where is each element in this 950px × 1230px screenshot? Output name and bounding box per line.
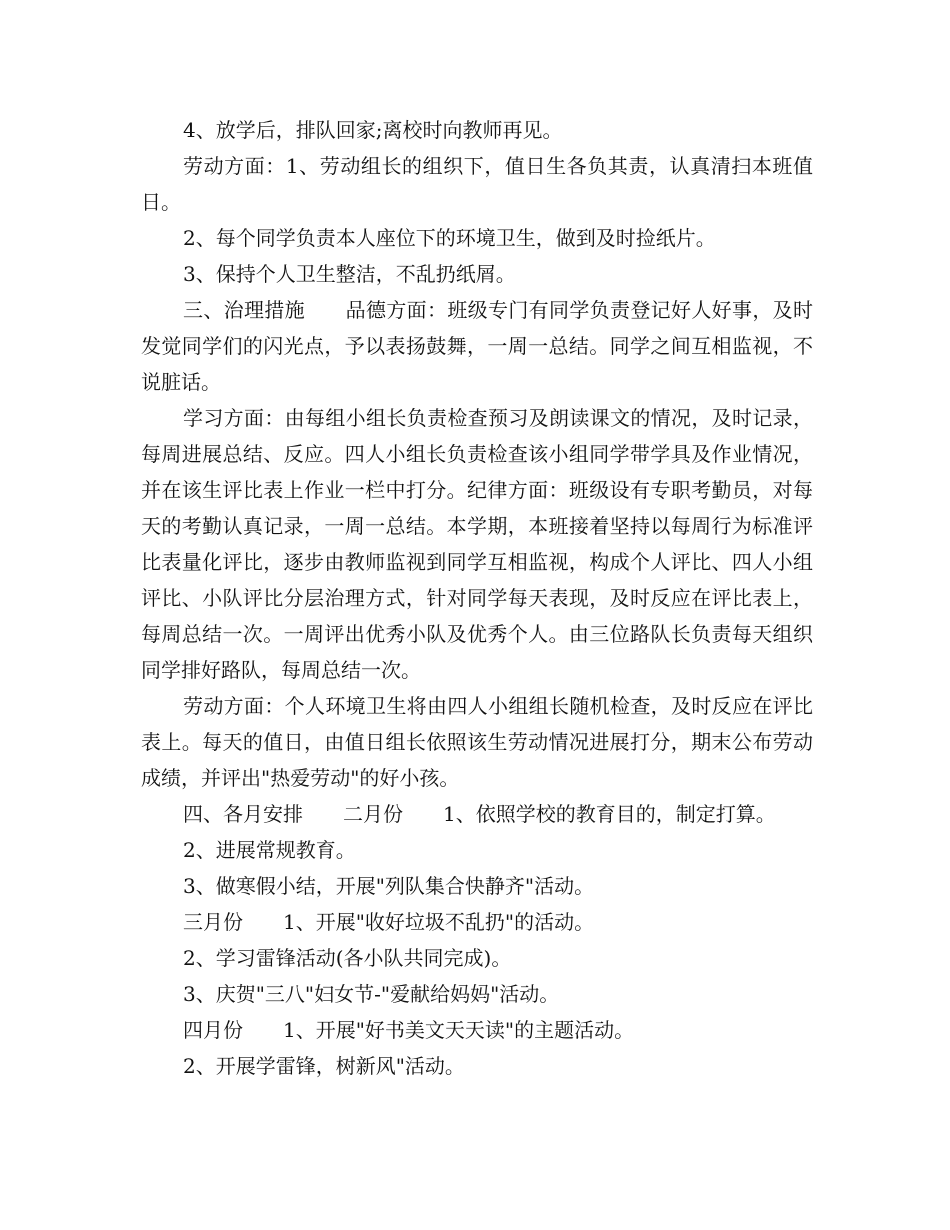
paragraph: 2、学习雷锋活动(各小队共同完成)。 [183, 946, 512, 970]
paragraph: 三月份 1、开展"收好垃圾不乱扔"的活动。 [183, 910, 595, 934]
paragraph: 4、放学后，排队回家;离校时向教师再见。 [183, 118, 563, 142]
paragraph: 2、开展学雷锋，树新风"活动。 [183, 1054, 465, 1078]
paragraph: 2、进展常规教育。 [183, 838, 356, 862]
paragraph: 四月份 1、开展"好书美文天天读"的主题活动。 [183, 1018, 635, 1042]
document-body [141, 112, 813, 1084]
paragraph: 3、庆贺"三八"妇女节-"爱献给妈妈"活动。 [183, 982, 560, 1006]
paragraph: 3、保持个人卫生整洁，不乱扔纸屑。 [183, 262, 516, 286]
paragraph: 四、各月安排 二月份 1、依照学校的教育目的，制定打算。 [183, 802, 776, 826]
paragraph: 3、做寒假小结，开展"列队集合快静齐"活动。 [183, 874, 595, 898]
paragraph: 劳动方面：个人环境卫生将由四人小组组长随机检查，及时反应在评比表上。每天的值日，由值日组长依照该生劳动情况进展打分，期末公布劳动成绩，并评出"热爱劳动"的好小孩。 [141, 694, 813, 790]
paragraph: 学习方面：由每组小组长负责检查预习及朗读课文的情况，及时记录，每周进展总结、反应。四人小组长负责检查该小组同学带学具及作业情况，并在该生评比表上作业一栏中打分。纪律方面：班级设有专职考勤员，对每天的考勤认真记录，一周一总结。本学期，本班接着坚持以每周行为标准评比表量化评比，逐步由教师监视到同学互相监视，构成个人评比、四人小组评比、小队评比分层治理方式，针对同学每天表现，及时反应在评比表上，每周总结一次。一周评出优秀小队及优秀个人。由三位路队长负责每天组织同学排好路队，每周总结一次。 [141, 406, 813, 682]
paragraph: 三、治理措施 品德方面：班级专门有同学负责登记好人好事，及时发觉同学们的闪光点，予以表扬鼓舞，一周一总结。同学之间互相监视，不说脏话。 [141, 298, 813, 394]
paragraph: 劳动方面：1、劳动组长的组织下，值日生各负其责，认真清扫本班值日。 [141, 154, 813, 214]
paragraph: 2、每个同学负责本人座位下的环境卫生，做到及时捡纸片。 [183, 226, 716, 250]
